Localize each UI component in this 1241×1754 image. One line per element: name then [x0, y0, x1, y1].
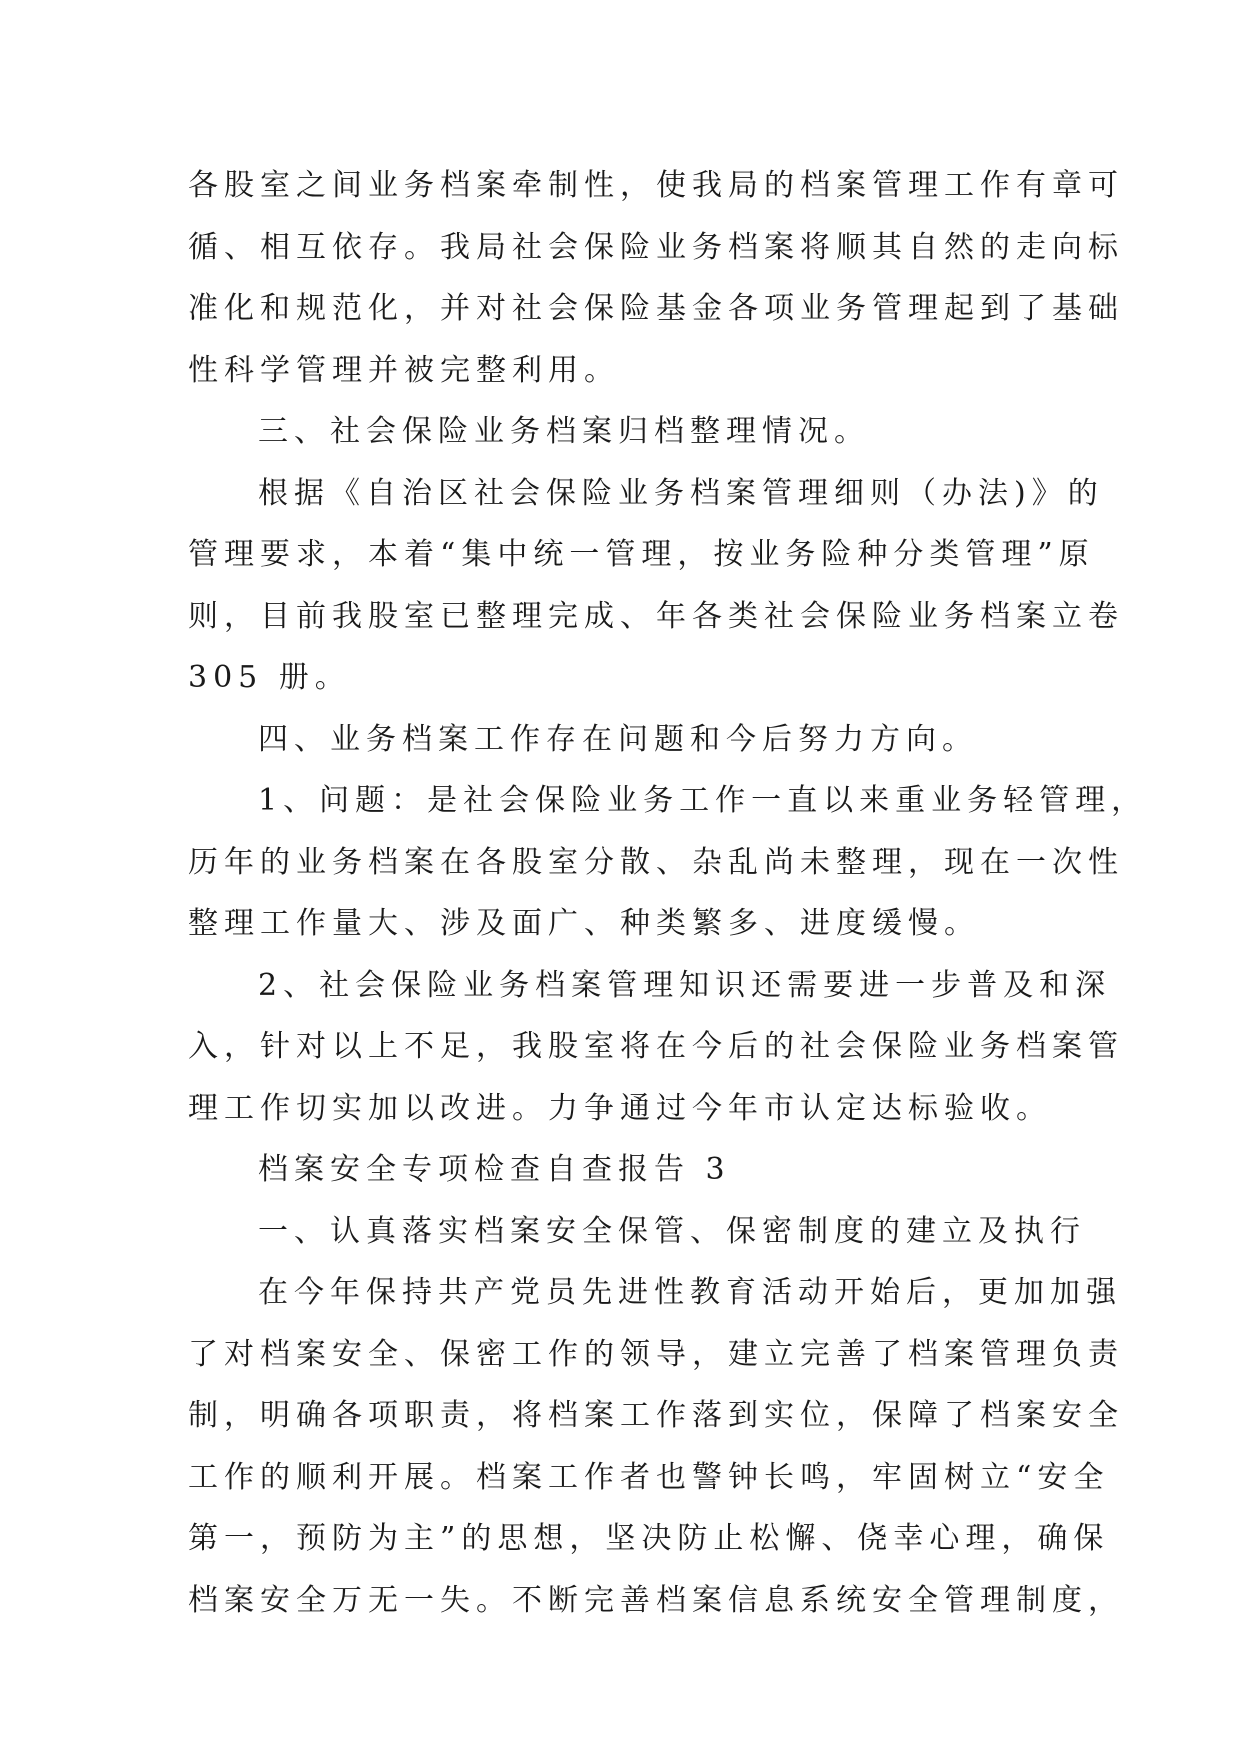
text-line: 工作的顺利开展。档案工作者也警钟长鸣，牢固树立“安全	[188, 1459, 1110, 1495]
text-line: 整理工作量大、涉及面广、种类繁多、进度缓慢。	[188, 906, 980, 941]
paragraph-start: 1、问题：是社会保险业务工作一直以来重业务轻管理，	[258, 783, 1148, 818]
text-line: 历年的业务档案在各股室分散、杂乱尚未整理，现在一次性	[188, 844, 1124, 880]
text-line: 305 册。	[188, 660, 351, 695]
text-line: 制，明确各项职责，将档案工作落到实位，保障了档案安全	[188, 1398, 1124, 1433]
text-line: 理工作切实加以改进。力争通过今年市认定达标验收。	[188, 1090, 1052, 1126]
text-line: 性科学管理并被完整利用。	[188, 352, 620, 388]
text-line: 则，目前我股室已整理完成、年各类社会保险业务档案立卷	[188, 598, 1124, 634]
text-line: 入，针对以上不足，我股室将在今后的社会保险业务档案管	[188, 1029, 1124, 1064]
paragraph-start: 在今年保持共产党员先进性教育活动开始后，更加加强	[258, 1275, 1122, 1310]
text-line: 循、相互依存。我局社会保险业务档案将顺其自然的走向标	[188, 229, 1124, 265]
document-body	[188, 155, 1148, 1631]
paragraph-start: 2、社会保险业务档案管理知识还需要进一步普及和深	[258, 967, 1112, 1003]
section-heading: 四、业务档案工作存在问题和今后努力方向。	[258, 721, 978, 757]
text-line: 管理要求，本着“集中统一管理，按业务险种分类管理”原	[188, 537, 1095, 572]
paragraph-start: 根据《自治区社会保险业务档案管理细则（办法)》的	[258, 475, 1104, 511]
text-line: 档案安全万无一失。不断完善档案信息系统安全管理制度，	[188, 1582, 1124, 1618]
text-line: 各股室之间业务档案牵制性，使我局的档案管理工作有章可	[188, 168, 1124, 203]
report-title: 档案安全专项检查自查报告 3	[258, 1152, 731, 1187]
text-line: 准化和规范化，并对社会保险基金各项业务管理起到了基础	[188, 291, 1124, 326]
section-heading: 一、认真落实档案安全保管、保密制度的建立及执行	[258, 1213, 1086, 1249]
text-line: 了对档案安全、保密工作的领导，建立完善了档案管理负责	[188, 1336, 1124, 1372]
section-heading: 三、社会保险业务档案归档整理情况。	[258, 414, 870, 449]
text-line: 第一，预防为主”的思想，坚决防止松懈、侥幸心理，确保	[188, 1521, 1110, 1556]
